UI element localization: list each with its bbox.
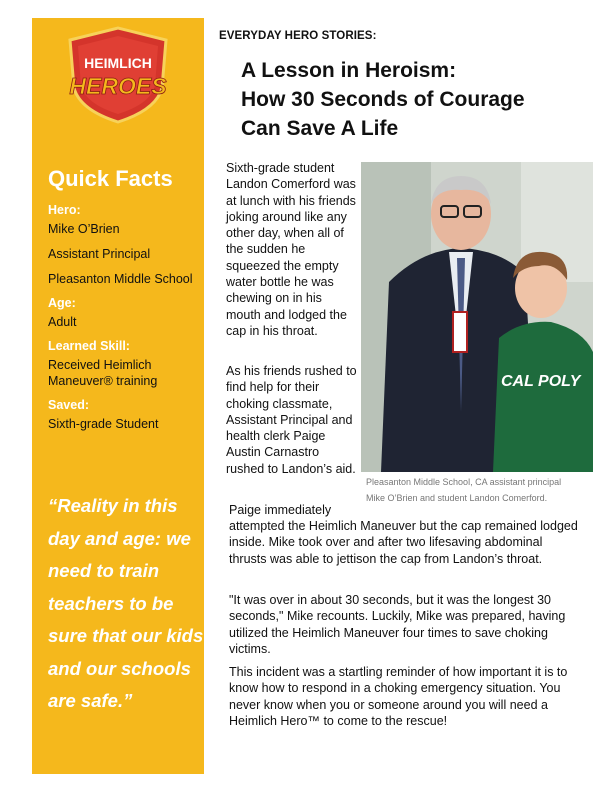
article-paragraph-5: This incident was a startling reminder of how important it is to know how to respond in a choking emergency situation. You never know when you or someone around you will need a Heimlich Hero™ to come to the rescue! <box>229 665 568 728</box>
headline <box>241 56 601 143</box>
hero-photo-illustration <box>361 162 593 472</box>
hero-photo <box>361 162 593 472</box>
photo-shirt-text: CAL POLY <box>501 373 581 390</box>
pull-quote: “Reality in this day and age: we need to train teachers to be sure that our kids and our schools are safe.” <box>48 495 204 711</box>
logo-line1: HEIMLICH <box>84 55 152 71</box>
photo-caption <box>366 474 598 506</box>
quick-facts-sidebar <box>32 18 204 774</box>
heimlich-heroes-logo <box>60 26 176 124</box>
fact-label-hero: Hero: <box>48 203 81 217</box>
headline-line-2: How 30 Seconds of Courage <box>241 88 525 111</box>
headline-line-3: Can Save A Life <box>241 117 399 140</box>
photo-caption-line-2: Mike O’Brien and student Landon Comerford. <box>366 493 548 503</box>
article-paragraph-3: attempted the Heimlich Maneuver but the cap remained lodged inside. Mike took over and after two lifesaving abdominal thrusts was able to jettison the cap from Landon’s throat. <box>229 519 578 566</box>
article-paragraph-1: Sixth-grade student Landon Comerford was at lunch with his friends joking around like any other day, when all of the sudden he squeezed the empty water bottle he was chewing on in his mouth and lodged the cap in his throat. <box>226 161 356 338</box>
fact-label-saved: Saved: <box>48 398 89 412</box>
facts-list <box>48 203 198 441</box>
photo-caption-line-1: Pleasanton Middle School, CA assistant principal <box>366 477 562 487</box>
fact-label-skill: Learned Skill: <box>48 339 130 353</box>
section-kicker: EVERYDAY HERO STORIES: <box>219 30 377 42</box>
quick-facts-title: Quick Facts <box>48 166 173 191</box>
logo-line2: HEROES <box>69 73 167 99</box>
fact-value-hero-school: Pleasanton Middle School <box>48 272 193 286</box>
fact-value-saved: Sixth-grade Student <box>48 417 159 431</box>
headline-line-1: A Lesson in Heroism: <box>241 59 457 82</box>
article-paragraph-3-start: Paige immediately <box>229 503 332 517</box>
fact-value-hero-role: Assistant Principal <box>48 247 151 261</box>
fact-label-age: Age: <box>48 296 76 310</box>
fact-value-hero-name: Mike O’Brien <box>48 222 120 236</box>
article-paragraph-2: As his friends rushed to find help for their choking classmate, Assistant Principal and health clerk Paige Austin Carnastro rushed to Landon’s aid. <box>226 364 357 476</box>
fact-value-age: Adult <box>48 315 77 329</box>
article-paragraph-4: "It was over in about 30 seconds, but it was the longest 30 seconds," Mike recounts. Luckily, Mike was prepared, having utilized the Heimlich Maneuver four times to save choking victims. <box>229 593 566 656</box>
fact-value-skill: Received Heimlich Maneuver® training <box>48 358 158 388</box>
